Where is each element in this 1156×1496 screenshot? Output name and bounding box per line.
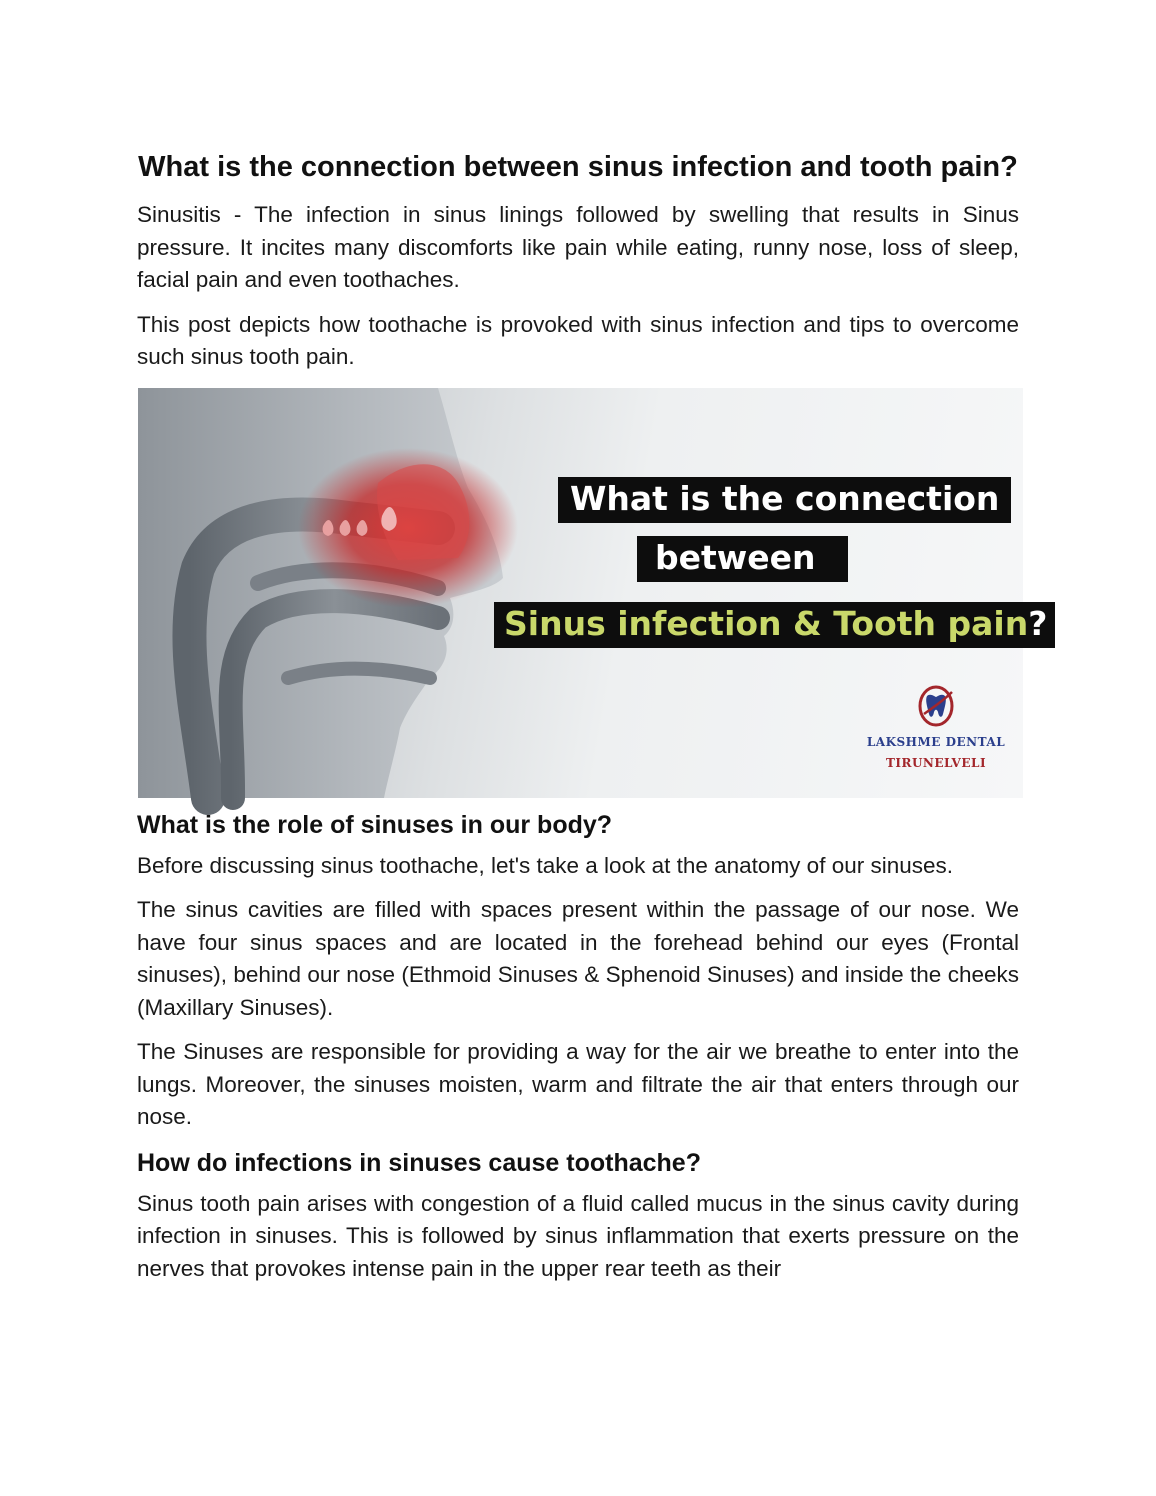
intro-paragraph: Sinusitis - The infection in sinus linings followed by swelling that results in Sinus pressure. It incites many discomforts like pain while eating, runny nose, loss of sleep, facial pain and even toothaches. <box>137 202 1019 292</box>
document-title: What is the connection between sinus infection and tooth pain? <box>138 151 1018 183</box>
section-heading: What is the role of sinuses in our body? <box>137 810 613 839</box>
banner-line-3-accent: Sinus infection & Tooth pain <box>504 603 1029 643</box>
banner-line-1: What is the connection <box>558 477 1011 523</box>
section-paragraph: The Sinuses are responsible for providing a way for the air we breathe to enter into the lungs. Moreover, the sinuses moisten, warm and filtrate the air that enters through our nose. <box>137 1039 1019 1129</box>
tooth-logo-icon <box>916 684 956 728</box>
intro-paragraph: This post depicts how toothache is provoked with sinus infection and tips to overcome such sinus tooth pain. <box>137 311 1019 369</box>
banner-line-3 <box>494 602 1055 648</box>
logo-city: TIRUNELVELI <box>885 755 987 770</box>
document-page <box>137 148 1048 1297</box>
banner-line-2: between <box>637 536 848 582</box>
sinus-illustration <box>138 388 1048 798</box>
clinic-logo <box>856 684 1016 774</box>
section-paragraph: Before discussing sinus toothache, let's take a look at the anatomy of our sinuses. <box>137 852 954 878</box>
section-paragraph: Sinus tooth pain arises with congestion of a fluid called mucus in the sinus cavity during infection in sinuses. This is followed by sinus inflammation that exerts pressure on the nerves that provokes intense pain in the upper rear teeth as their <box>137 1190 1019 1281</box>
logo-name: LAKSHME DENTAL <box>866 734 1006 749</box>
section-paragraph: The sinus cavities are filled with spaces present within the passage of our nose. We have four sinus spaces and are located in the forehead behind our eyes (Frontal sinuses), behind our nose (Ethmoid Sinuses & Sphenoid Sinuses) and inside the cheeks (Maxillary Sinuses). <box>137 897 1019 1020</box>
section-heading: How do infections in sinuses cause toothache? <box>137 1148 701 1177</box>
banner-line-3-end: ? <box>1028 603 1048 643</box>
